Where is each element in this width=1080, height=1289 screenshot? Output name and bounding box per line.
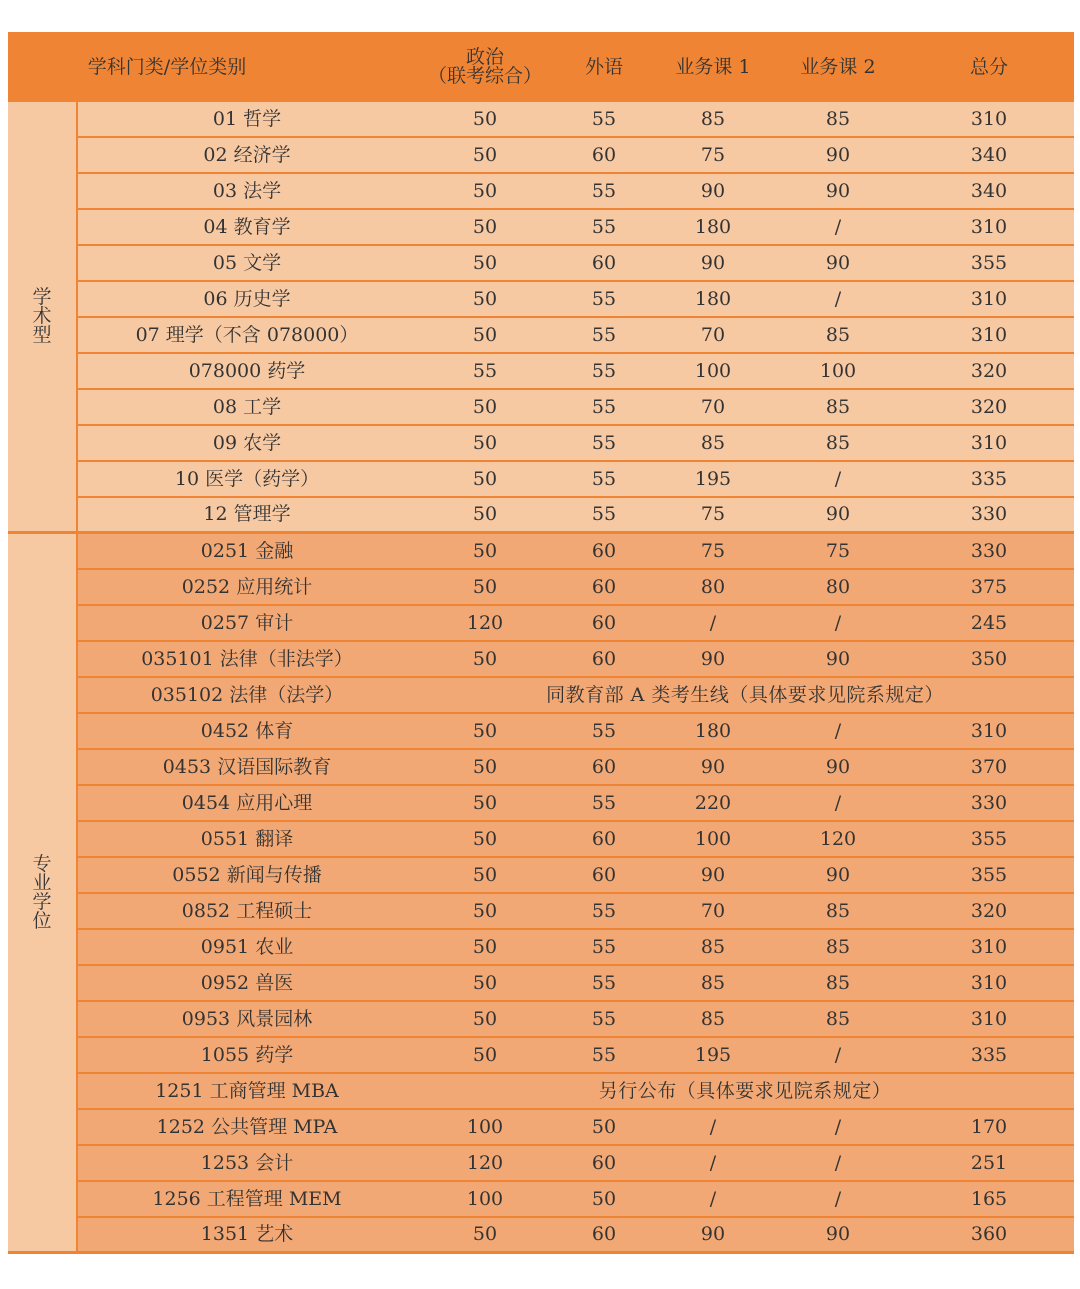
- cell-course2: 85: [772, 966, 904, 1002]
- cell-course2: /: [772, 1146, 904, 1182]
- cell-politics: 50: [416, 426, 554, 462]
- cell-course2: 90: [772, 750, 904, 786]
- cell-course2: /: [772, 1110, 904, 1146]
- cell-total: 340: [904, 174, 1074, 210]
- cell-course1: 195: [654, 1038, 772, 1074]
- cell-course2: 100: [772, 354, 904, 390]
- table-body: [8, 102, 1074, 1254]
- cell-foreign: 55: [554, 318, 654, 354]
- score-table: [8, 32, 1074, 1254]
- table-row: [8, 822, 1074, 858]
- table-row: [8, 930, 1074, 966]
- table-row: [8, 786, 1074, 822]
- cell-foreign: 55: [554, 894, 654, 930]
- cell-total: 370: [904, 750, 1074, 786]
- row-category-name: 0951 农业: [78, 930, 416, 966]
- cell-foreign: 60: [554, 138, 654, 174]
- cell-course1: 90: [654, 174, 772, 210]
- cell-course1: 70: [654, 318, 772, 354]
- row-category-name: 035102 法律（法学）: [78, 678, 416, 714]
- cell-politics: 50: [416, 822, 554, 858]
- cell-politics: 55: [416, 354, 554, 390]
- table-row: [8, 102, 1074, 138]
- cell-total: 310: [904, 966, 1074, 1002]
- cell-course2: /: [772, 1038, 904, 1074]
- table-row: [8, 750, 1074, 786]
- table-row: [8, 894, 1074, 930]
- cell-politics: 50: [416, 894, 554, 930]
- cell-course1: 75: [654, 498, 772, 534]
- cell-foreign: 55: [554, 426, 654, 462]
- cell-foreign: 55: [554, 282, 654, 318]
- row-category-name: 0953 风景园林: [78, 1002, 416, 1038]
- row-category-name: 07 理学（不含 078000）: [78, 318, 416, 354]
- table-row: [8, 390, 1074, 426]
- table-row: [8, 642, 1074, 678]
- cell-total: 330: [904, 786, 1074, 822]
- row-category-name: 04 教育学: [78, 210, 416, 246]
- cell-politics: 50: [416, 282, 554, 318]
- cell-foreign: 55: [554, 1038, 654, 1074]
- cell-foreign: 55: [554, 174, 654, 210]
- cell-course2: 85: [772, 318, 904, 354]
- cell-course1: /: [654, 606, 772, 642]
- row-category-name: 1351 艺术: [78, 1218, 416, 1254]
- cell-politics: 50: [416, 246, 554, 282]
- cell-politics: 50: [416, 1218, 554, 1254]
- cell-politics: 50: [416, 750, 554, 786]
- row-category-name: 0252 应用统计: [78, 570, 416, 606]
- group-label-char: 术: [32, 305, 52, 327]
- cell-foreign: 55: [554, 102, 654, 138]
- row-category-name: 0452 体育: [78, 714, 416, 750]
- cell-course1: 180: [654, 210, 772, 246]
- cell-politics: 50: [416, 966, 554, 1002]
- row-category-name: 1251 工商管理 MBA: [78, 1074, 416, 1110]
- cell-course1: 90: [654, 246, 772, 282]
- cell-total: 320: [904, 894, 1074, 930]
- cell-course1: 75: [654, 138, 772, 174]
- cell-course2: 85: [772, 102, 904, 138]
- cell-course2: 90: [772, 1218, 904, 1254]
- cell-politics: 50: [416, 318, 554, 354]
- table-row: [8, 1218, 1074, 1254]
- cell-course1: 90: [654, 642, 772, 678]
- table-row: [8, 714, 1074, 750]
- cell-course1: 85: [654, 966, 772, 1002]
- cell-course1: 70: [654, 390, 772, 426]
- cell-foreign: 60: [554, 246, 654, 282]
- cell-total: 355: [904, 246, 1074, 282]
- cell-total: 251: [904, 1146, 1074, 1182]
- row-category-name: 0852 工程硕士: [78, 894, 416, 930]
- cell-foreign: 50: [554, 1182, 654, 1218]
- header-politics-line1: 政治: [465, 46, 504, 68]
- cell-total: 320: [904, 354, 1074, 390]
- cell-total: 335: [904, 462, 1074, 498]
- cell-course2: 85: [772, 426, 904, 462]
- cell-foreign: 55: [554, 930, 654, 966]
- cell-course1: /: [654, 1182, 772, 1218]
- cell-foreign: 55: [554, 1002, 654, 1038]
- cell-total: 330: [904, 534, 1074, 570]
- header-total: 总分: [904, 32, 1074, 102]
- cell-total: 245: [904, 606, 1074, 642]
- cell-politics: 50: [416, 102, 554, 138]
- row-category-name: 1252 公共管理 MPA: [78, 1110, 416, 1146]
- header-foreign: 外语: [554, 32, 654, 102]
- cell-total: 350: [904, 642, 1074, 678]
- cell-foreign: 60: [554, 570, 654, 606]
- header-category: [8, 32, 416, 102]
- cell-total: 310: [904, 210, 1074, 246]
- row-category-name: 02 经济学: [78, 138, 416, 174]
- table-row: [8, 318, 1074, 354]
- cell-course1: 90: [654, 750, 772, 786]
- cell-foreign: 55: [554, 462, 654, 498]
- cell-course1: 195: [654, 462, 772, 498]
- cell-politics: 50: [416, 930, 554, 966]
- header-politics: [416, 32, 554, 102]
- cell-foreign: 55: [554, 498, 654, 534]
- cell-total: 335: [904, 1038, 1074, 1074]
- cell-course2: /: [772, 606, 904, 642]
- cell-total: 310: [904, 930, 1074, 966]
- cell-politics: 100: [416, 1182, 554, 1218]
- row-category-name: 0551 翻译: [78, 822, 416, 858]
- table-row: [8, 858, 1074, 894]
- table-row: [8, 966, 1074, 1002]
- cell-foreign: 60: [554, 1218, 654, 1254]
- cell-course2: 90: [772, 642, 904, 678]
- row-category-name: 06 历史学: [78, 282, 416, 318]
- group-label-char: 位: [32, 909, 52, 932]
- cell-politics: 50: [416, 786, 554, 822]
- cell-course2: 90: [772, 858, 904, 894]
- cell-total: 330: [904, 498, 1074, 534]
- cell-course2: 75: [772, 534, 904, 570]
- table-row: [8, 210, 1074, 246]
- cell-politics: 100: [416, 1110, 554, 1146]
- cell-course1: 90: [654, 1218, 772, 1254]
- cell-course1: 85: [654, 930, 772, 966]
- cell-total: 170: [904, 1110, 1074, 1146]
- table-row: [8, 246, 1074, 282]
- cell-total: 340: [904, 138, 1074, 174]
- cell-course2: 90: [772, 174, 904, 210]
- header-row: [8, 32, 1074, 102]
- row-category-name: 0952 兽医: [78, 966, 416, 1002]
- cell-course1: 180: [654, 282, 772, 318]
- row-note: 同教育部 A 类考生线（具体要求见院系规定）: [416, 678, 1074, 714]
- row-category-name: 03 法学: [78, 174, 416, 210]
- cell-total: 355: [904, 858, 1074, 894]
- table-row: [8, 174, 1074, 210]
- cell-total: 375: [904, 570, 1074, 606]
- row-category-name: 0552 新闻与传播: [78, 858, 416, 894]
- group-label-char: 型: [32, 324, 52, 346]
- cell-course1: 75: [654, 534, 772, 570]
- cell-course2: /: [772, 210, 904, 246]
- cell-total: 310: [904, 282, 1074, 318]
- cell-foreign: 60: [554, 822, 654, 858]
- cell-politics: 50: [416, 858, 554, 894]
- table-row: [8, 1074, 1074, 1110]
- cell-politics: 120: [416, 1146, 554, 1182]
- cell-politics: 50: [416, 210, 554, 246]
- cell-course1: 85: [654, 426, 772, 462]
- cell-total: 310: [904, 102, 1074, 138]
- header-category-label: 学科门类/学位类别: [87, 55, 247, 78]
- cell-politics: 50: [416, 498, 554, 534]
- cell-course2: 85: [772, 1002, 904, 1038]
- cell-course2: /: [772, 714, 904, 750]
- table-row: [8, 534, 1074, 570]
- cell-course1: 85: [654, 1002, 772, 1038]
- row-category-name: 1256 工程管理 MEM: [78, 1182, 416, 1218]
- cell-foreign: 60: [554, 1146, 654, 1182]
- row-category-name: 10 医学（药学）: [78, 462, 416, 498]
- cell-course2: 85: [772, 894, 904, 930]
- cell-total: 355: [904, 822, 1074, 858]
- cell-total: 320: [904, 390, 1074, 426]
- cell-course2: /: [772, 786, 904, 822]
- header-course2: 业务课 2: [772, 32, 904, 102]
- cell-politics: 50: [416, 570, 554, 606]
- cell-foreign: 60: [554, 858, 654, 894]
- table-row: [8, 282, 1074, 318]
- cell-course1: 100: [654, 354, 772, 390]
- table-row: [8, 606, 1074, 642]
- group-label-char: 学: [32, 286, 52, 308]
- cell-course1: /: [654, 1110, 772, 1146]
- row-category-name: 09 农学: [78, 426, 416, 462]
- cell-foreign: 55: [554, 966, 654, 1002]
- table-row: [8, 1182, 1074, 1218]
- table-row: [8, 1146, 1074, 1182]
- cell-course1: 220: [654, 786, 772, 822]
- group-label-char: 专: [32, 852, 52, 875]
- cell-course1: 180: [654, 714, 772, 750]
- row-category-name: 08 工学: [78, 390, 416, 426]
- cell-politics: 50: [416, 1002, 554, 1038]
- row-note: 另行公布（具体要求见院系规定）: [416, 1074, 1074, 1110]
- row-category-name: 0251 金融: [78, 534, 416, 570]
- cell-foreign: 55: [554, 210, 654, 246]
- group-label-professional: [8, 534, 78, 1254]
- cell-politics: 50: [416, 642, 554, 678]
- cell-course1: 85: [654, 102, 772, 138]
- cell-course2: 85: [772, 930, 904, 966]
- group-label-char: 业: [32, 871, 52, 894]
- cell-politics: 50: [416, 714, 554, 750]
- cell-course2: /: [772, 282, 904, 318]
- cell-course1: 70: [654, 894, 772, 930]
- cell-politics: 50: [416, 462, 554, 498]
- row-category-name: 0257 审计: [78, 606, 416, 642]
- cell-course2: 85: [772, 390, 904, 426]
- cell-foreign: 60: [554, 534, 654, 570]
- cell-politics: 50: [416, 534, 554, 570]
- row-category-name: 12 管理学: [78, 498, 416, 534]
- cell-course2: /: [772, 1182, 904, 1218]
- cell-foreign: 50: [554, 1110, 654, 1146]
- row-category-name: 0453 汉语国际教育: [78, 750, 416, 786]
- cell-foreign: 55: [554, 390, 654, 426]
- table-row: [8, 354, 1074, 390]
- cell-politics: 50: [416, 138, 554, 174]
- cell-course2: 120: [772, 822, 904, 858]
- cell-politics: 120: [416, 606, 554, 642]
- cell-politics: 50: [416, 174, 554, 210]
- table-row: [8, 1002, 1074, 1038]
- row-category-name: 0454 应用心理: [78, 786, 416, 822]
- header-politics-line2: （联考综合）: [427, 65, 542, 87]
- table-row: [8, 138, 1074, 174]
- cell-total: 310: [904, 1002, 1074, 1038]
- table-row: [8, 570, 1074, 606]
- cell-politics: 50: [416, 390, 554, 426]
- cell-total: 310: [904, 426, 1074, 462]
- cell-course2: 90: [772, 498, 904, 534]
- cell-course2: 80: [772, 570, 904, 606]
- cell-course1: 100: [654, 822, 772, 858]
- cell-total: 165: [904, 1182, 1074, 1218]
- row-category-name: 035101 法律（非法学）: [78, 642, 416, 678]
- table-row: [8, 498, 1074, 534]
- group-label-char: 学: [32, 890, 52, 913]
- table-row: [8, 1110, 1074, 1146]
- cell-total: 310: [904, 318, 1074, 354]
- table-row: [8, 426, 1074, 462]
- cell-foreign: 55: [554, 714, 654, 750]
- cell-politics: 50: [416, 1038, 554, 1074]
- row-category-name: 1055 药学: [78, 1038, 416, 1074]
- cell-foreign: 60: [554, 642, 654, 678]
- cell-foreign: 60: [554, 750, 654, 786]
- row-category-name: 078000 药学: [78, 354, 416, 390]
- cell-course1: /: [654, 1146, 772, 1182]
- cell-course2: /: [772, 462, 904, 498]
- cell-total: 310: [904, 714, 1074, 750]
- cell-course1: 90: [654, 858, 772, 894]
- cell-foreign: 60: [554, 606, 654, 642]
- table-row: [8, 462, 1074, 498]
- header-course1: 业务课 1: [654, 32, 772, 102]
- group-label-academic: [8, 102, 78, 534]
- cell-foreign: 55: [554, 354, 654, 390]
- cell-total: 360: [904, 1218, 1074, 1254]
- table-row: [8, 1038, 1074, 1074]
- row-category-name: 05 文学: [78, 246, 416, 282]
- cell-foreign: 55: [554, 786, 654, 822]
- cell-course2: 90: [772, 138, 904, 174]
- cell-course1: 80: [654, 570, 772, 606]
- table-row: [8, 678, 1074, 714]
- row-category-name: 01 哲学: [78, 102, 416, 138]
- cell-course2: 90: [772, 246, 904, 282]
- row-category-name: 1253 会计: [78, 1146, 416, 1182]
